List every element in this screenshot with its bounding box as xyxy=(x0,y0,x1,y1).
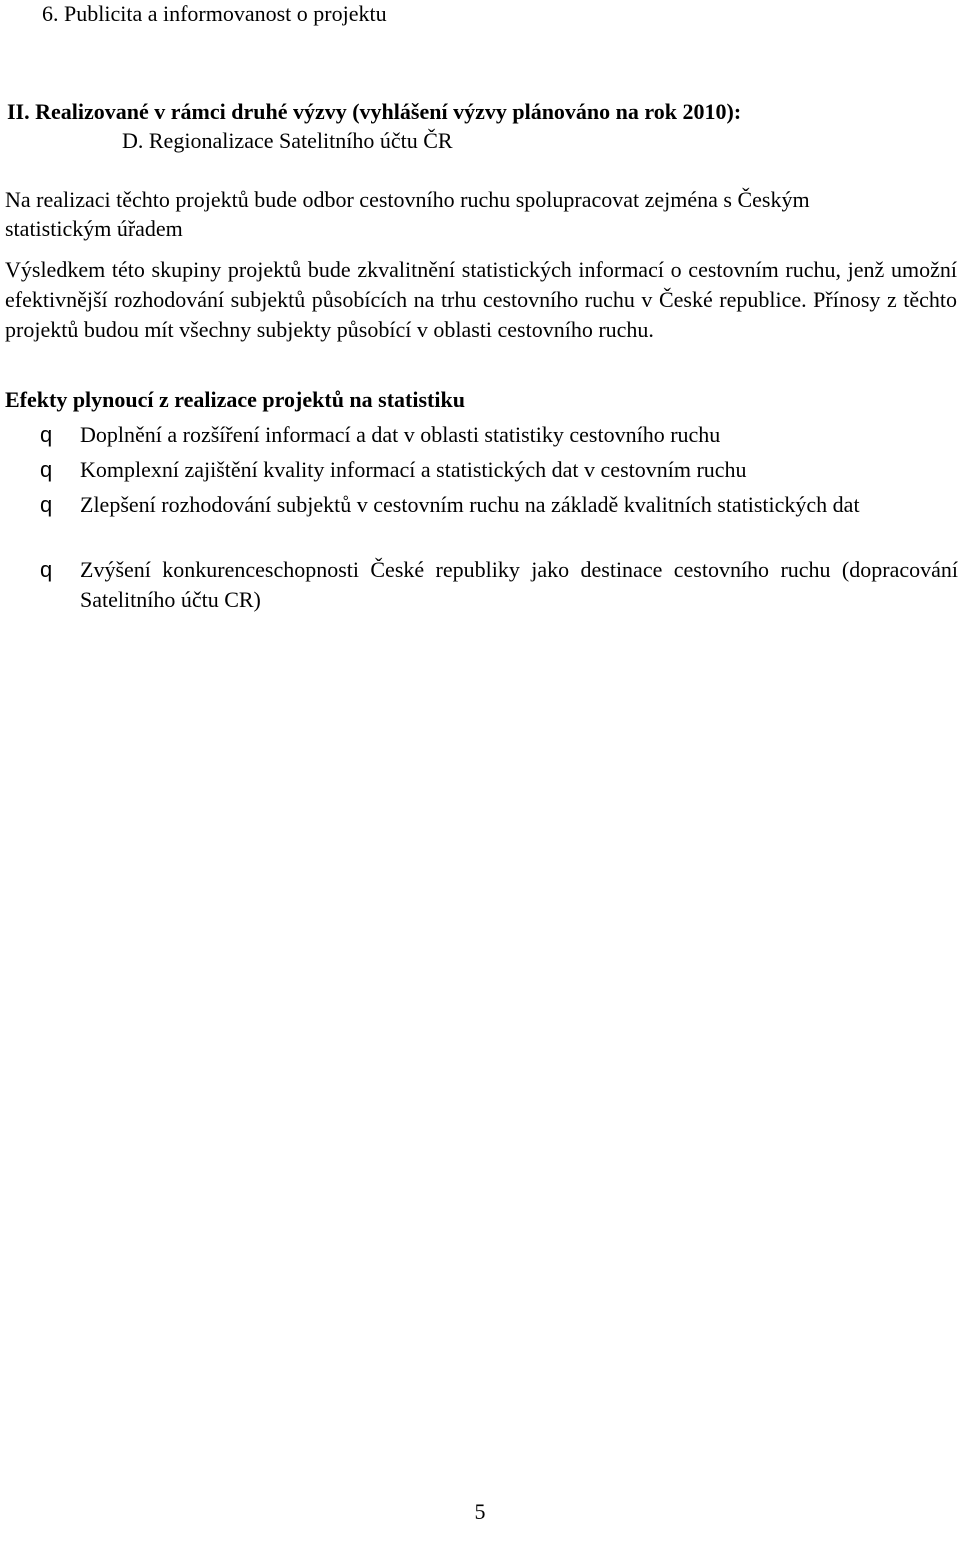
bullet-text: Zlepšení rozhodování subjektů v cestovním ruchu na základě kvalitních statistických dat xyxy=(80,492,860,517)
effects-heading: Efekty plynoucí z realizace projektů na statistiku xyxy=(5,387,465,412)
section-heading-6: 6. Publicita a informovanost o projektu xyxy=(42,1,387,26)
bullet-marker-icon: q xyxy=(40,457,53,482)
page-number: 5 xyxy=(474,1499,486,1524)
paragraph-2: Výsledkem této skupiny projektů bude zkvalitnění statistických informací o cestovním ruchu, jenž umožní efektivnější rozhodování subjektů působících na trhu cestovního ruchu v České republice. Přínosy z těchto projektů budou mít všechny subjekty působící v oblasti cestovního ruchu. xyxy=(5,257,957,342)
section-heading-ii: II. Realizované v rámci druhé výzvy (vyhlášení výzvy plánováno na rok 2010): xyxy=(7,99,742,124)
bullet-marker-icon: q xyxy=(40,492,53,517)
bullet-text: Komplexní zajištění kvality informací a statistických dat v cestovním ruchu xyxy=(80,457,747,482)
bullet-text: Doplnění a rozšíření informací a dat v oblasti statistiky cestovního ruchu xyxy=(80,422,721,447)
paragraph-1-line-1: Na realizaci těchto projektů bude odbor cestovního ruchu spolupracovat zejména s Českým xyxy=(5,187,810,212)
item-d-heading: D. Regionalizace Satelitního účtu ČR xyxy=(122,128,453,153)
bullet-text: Zvýšení konkurenceschopnosti České republiky jako destinace cestovního ruchu (dopracování Satelitního účtu CR) xyxy=(80,557,958,612)
bullet-marker-icon: q xyxy=(40,422,53,447)
paragraph-1-line-2: statistickým úřadem xyxy=(5,216,183,241)
bullet-marker-icon: q xyxy=(40,557,53,582)
